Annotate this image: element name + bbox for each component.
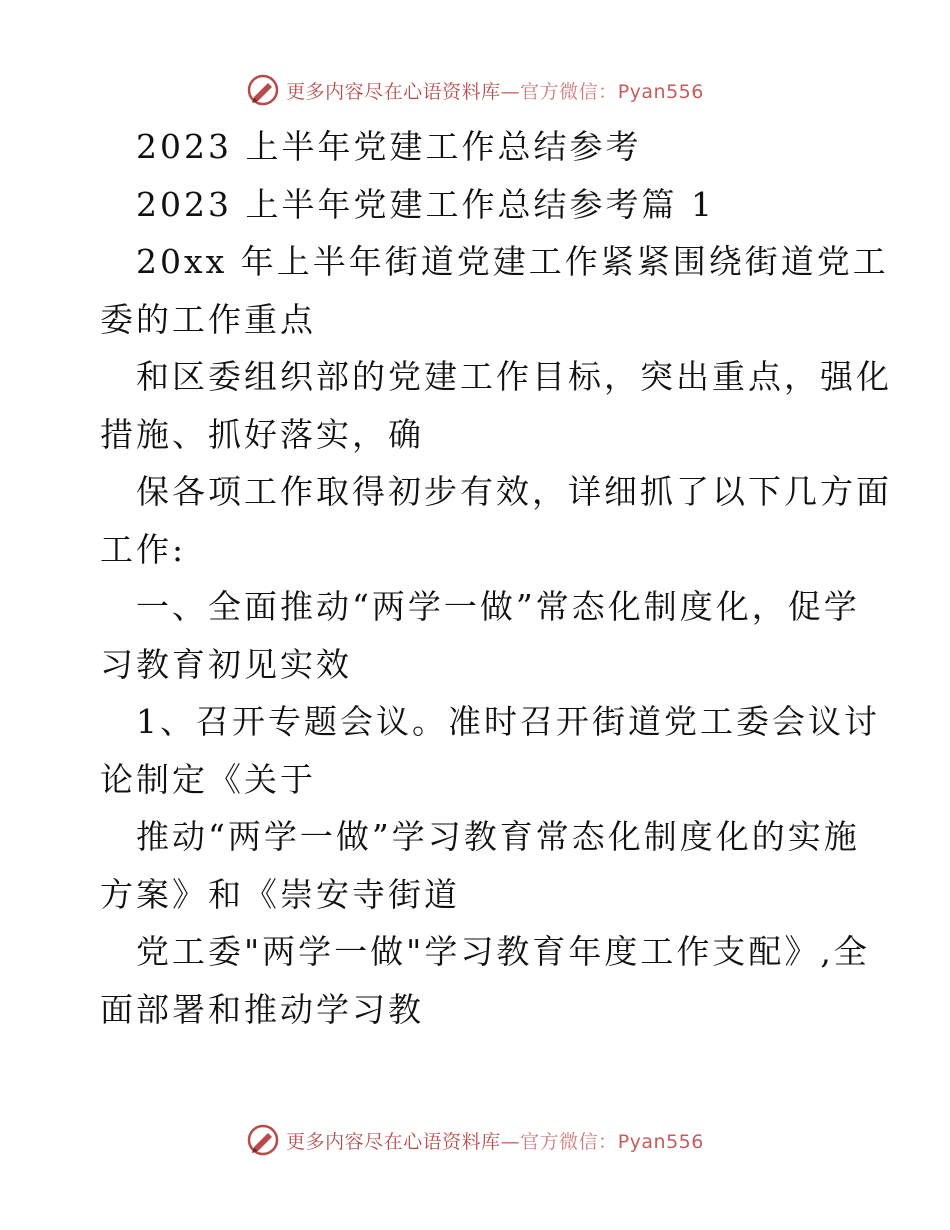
paragraph-line: 和区委组织部的党建工作目标，突出重点，强化 [136,357,892,396]
watermark-label: 官方微信： [520,1130,618,1153]
paragraph-line: 20xx 年上半年街道党建工作紧紧围绕街道党工 [136,242,889,281]
paragraph-line: 措施、抓好落实，确 [100,414,424,454]
paragraph-line: 方案》和《崇安寺街道 [100,874,460,914]
paragraph-line: 党工委"两学一做"学习教育年度工作支配》,全 [136,932,870,971]
document-body [100,118,892,1038]
pen-logo-icon [246,73,280,107]
watermark-text [286,1127,704,1154]
pen-logo-icon [246,1123,280,1157]
paragraph-line: 保各项工作取得初步有效，详细抓了以下几方面 [136,472,892,511]
section-heading: 一、全面推动“两学一做”常态化制度化，促学 [136,587,860,626]
header-watermark [0,70,950,110]
watermark-wechat-id: Pyan556 [617,80,704,103]
footer-watermark [0,1120,950,1160]
section-heading-cont: 习教育初见实效 [100,644,352,684]
document-title: 2023 上半年党建工作总结参考 [136,127,642,166]
watermark-separator: — [500,1130,521,1153]
document-subtitle: 2023 上半年党建工作总结参考篇 1 [136,184,715,224]
paragraph-line: 1、召开专题会议。准时召开街道党工委会议讨 [136,702,880,741]
watermark-text [286,77,704,104]
paragraph-line: 推动“两学一做”学习教育常态化制度化的实施 [136,817,860,856]
paragraph-line: 工作: [100,529,187,569]
paragraph-line: 论制定《关于 [100,759,316,799]
watermark-label: 官方微信： [520,80,618,103]
paragraph-line: 委的工作重点 [100,299,316,339]
paragraph-line: 面部署和推动学习教 [100,989,424,1029]
watermark-wechat-id: Pyan556 [617,1130,704,1153]
watermark-brand: 更多内容尽在心语资料库 [286,80,501,103]
watermark-brand: 更多内容尽在心语资料库 [286,1130,501,1153]
watermark-separator: — [500,80,521,103]
